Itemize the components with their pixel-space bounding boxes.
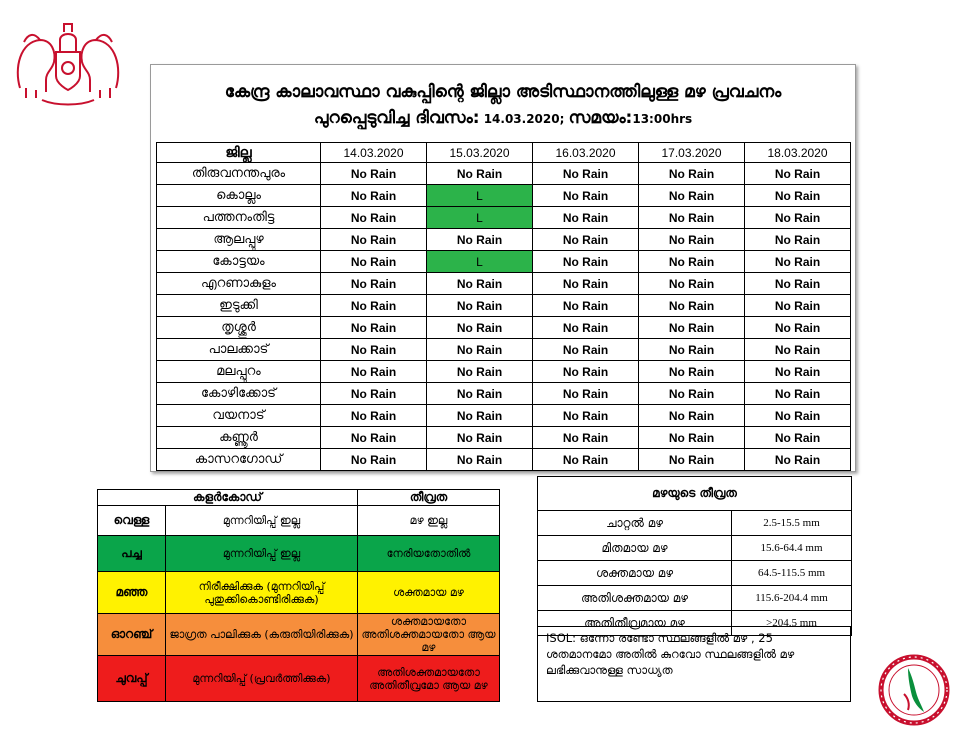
forecast-cell: No Rain (321, 449, 427, 471)
intensity-row (538, 511, 852, 536)
forecast-row (157, 405, 851, 427)
forecast-body (157, 163, 851, 471)
forecast-cell: No Rain (639, 273, 745, 295)
intensity-label: ചാറ്റൽ മഴ (538, 511, 732, 536)
forecast-row (157, 251, 851, 273)
forecast-cell: No Rain (745, 251, 851, 273)
forecast-row (157, 383, 851, 405)
forecast-cell: No Rain (639, 185, 745, 207)
forecast-cell: No Rain (321, 163, 427, 185)
intensity-range: 115.6-204.4 mm (732, 586, 852, 611)
intensity-row (538, 536, 852, 561)
rain-intensity-table (537, 476, 852, 636)
intensity-header-row (538, 477, 852, 511)
district-name: കണ്ണൂർ (157, 427, 321, 449)
forecast-cell: No Rain (533, 339, 639, 361)
forecast-table (156, 142, 851, 471)
forecast-cell: No Rain (427, 449, 533, 471)
forecast-cell: No Rain (533, 405, 639, 427)
colour-row-green (98, 536, 500, 572)
forecast-cell: No Rain (427, 273, 533, 295)
kerala-emblem-icon (12, 18, 124, 106)
forecast-cell: No Rain (639, 427, 745, 449)
forecast-row (157, 273, 851, 295)
forecast-cell: No Rain (639, 295, 745, 317)
forecast-cell: No Rain (639, 339, 745, 361)
forecast-cell: No Rain (745, 449, 851, 471)
forecast-cell: No Rain (745, 163, 851, 185)
severity-header: തീവ്രത (358, 490, 500, 506)
forecast-cell: No Rain (639, 163, 745, 185)
forecast-cell: No Rain (321, 405, 427, 427)
forecast-cell: No Rain (533, 361, 639, 383)
district-name: എറണാകുളം (157, 273, 321, 295)
forecast-cell: No Rain (639, 229, 745, 251)
issued-label: പുറപ്പെടുവിച്ച ദിവസം: (313, 108, 480, 128)
forecast-cell: No Rain (533, 295, 639, 317)
colour-severity: അതിശക്തമായതോ അതിതീവ്രമോ ആയ മഴ (358, 656, 500, 702)
forecast-cell: No Rain (533, 273, 639, 295)
forecast-cell: No Rain (745, 317, 851, 339)
colour-row-white (98, 506, 500, 536)
forecast-cell: No Rain (745, 427, 851, 449)
intensity-label: അതിശക്തമായ മഴ (538, 586, 732, 611)
forecast-row (157, 229, 851, 251)
title-line-2 (151, 105, 855, 132)
colour-meaning: മുന്നറിയിപ്പ് ഇല്ല (166, 506, 358, 536)
colour-row-orange (98, 614, 500, 656)
forecast-cell: No Rain (745, 405, 851, 427)
district-name: പാലക്കാട് (157, 339, 321, 361)
colour-name: പച്ച (98, 536, 166, 572)
forecast-cell: No Rain (321, 427, 427, 449)
forecast-cell: No Rain (745, 361, 851, 383)
time-label: സമയം: (568, 108, 633, 128)
date-header: 16.03.2020 (533, 143, 639, 163)
district-name: പത്തനംതിട്ട (157, 207, 321, 229)
forecast-cell: No Rain (745, 383, 851, 405)
district-name: ആലപ്പുഴ (157, 229, 321, 251)
forecast-row (157, 361, 851, 383)
forecast-cell: No Rain (533, 185, 639, 207)
forecast-cell: No Rain (427, 383, 533, 405)
forecast-cell: No Rain (321, 207, 427, 229)
forecast-cell: No Rain (745, 339, 851, 361)
forecast-cell: No Rain (533, 427, 639, 449)
date-header: 14.03.2020 (321, 143, 427, 163)
forecast-row (157, 185, 851, 207)
forecast-cell: L (427, 185, 533, 207)
forecast-cell: No Rain (745, 229, 851, 251)
colour-name: ഓറഞ്ച് (98, 614, 166, 656)
intensity-row (538, 586, 852, 611)
date-header: 18.03.2020 (745, 143, 851, 163)
forecast-cell: No Rain (533, 317, 639, 339)
forecast-cell: No Rain (639, 251, 745, 273)
district-name: വയനാട് (157, 405, 321, 427)
forecast-cell: No Rain (533, 229, 639, 251)
forecast-title (151, 79, 855, 132)
colour-severity: നേരിയതോതിൽ (358, 536, 500, 572)
title-line-1: കേന്ദ്ര കാലാവസ്ഥാ വകുപ്പിന്റെ ജില്ലാ അടിസ്ഥാനത്തിലുള്ള മഴ പ്രവചനം (224, 82, 782, 102)
forecast-cell: No Rain (639, 361, 745, 383)
time-unit: hrs (670, 112, 693, 126)
forecast-cell: No Rain (321, 295, 427, 317)
intensity-range: 64.5-115.5 mm (732, 561, 852, 586)
forecast-cell: No Rain (427, 405, 533, 427)
district-name: കോഴിക്കോട് (157, 383, 321, 405)
district-name: കൊല്ലം (157, 185, 321, 207)
forecast-cell: No Rain (639, 207, 745, 229)
forecast-cell: No Rain (533, 163, 639, 185)
forecast-row (157, 449, 851, 471)
forecast-header-row (157, 143, 851, 163)
forecast-cell: No Rain (321, 317, 427, 339)
forecast-cell: No Rain (427, 317, 533, 339)
forecast-cell: No Rain (321, 185, 427, 207)
colour-code-header-row (98, 490, 500, 506)
colour-name: ചുവപ്പ് (98, 656, 166, 702)
intensity-range: 15.6-64.4 mm (732, 536, 852, 561)
forecast-cell: No Rain (533, 383, 639, 405)
forecast-row (157, 295, 851, 317)
intensity-range: >204.5 mm (732, 611, 852, 636)
forecast-cell: No Rain (427, 295, 533, 317)
issued-date: 14.03.2020; (479, 112, 569, 126)
colour-name: മഞ്ഞ (98, 572, 166, 614)
forecast-cell: No Rain (427, 339, 533, 361)
intensity-label: ശക്തമായ മഴ (538, 561, 732, 586)
forecast-cell: No Rain (321, 273, 427, 295)
colour-severity: മഴ ഇല്ല (358, 506, 500, 536)
forecast-cell: No Rain (321, 339, 427, 361)
forecast-cell: No Rain (427, 163, 533, 185)
forecast-cell: No Rain (639, 449, 745, 471)
colour-name: വെള്ള (98, 506, 166, 536)
district-name: മലപ്പുറം (157, 361, 321, 383)
forecast-cell: No Rain (321, 229, 427, 251)
forecast-cell: No Rain (639, 383, 745, 405)
forecast-cell: No Rain (745, 207, 851, 229)
colour-row-yellow (98, 572, 500, 614)
district-name: കാസറഗോഡ് (157, 449, 321, 471)
district-name: തൃശ്ശൂർ (157, 317, 321, 339)
colour-code-table (97, 489, 500, 702)
colour-severity: ശക്തമായതോ അതിശക്തമായതോ ആയ മഴ (358, 614, 500, 656)
time-value: 13:00 (632, 112, 671, 126)
district-name: കോട്ടയം (157, 251, 321, 273)
intensity-label: മിതമായ മഴ (538, 536, 732, 561)
ksdma-logo-icon (878, 654, 950, 726)
district-name: തിരുവനന്തപുരം (157, 163, 321, 185)
forecast-cell: No Rain (745, 185, 851, 207)
district-name: ഇടുക്കി (157, 295, 321, 317)
forecast-row (157, 427, 851, 449)
intensity-label: അതിതീവ്രമായ മഴ (538, 611, 732, 636)
forecast-cell: L (427, 207, 533, 229)
colour-severity: ശക്തമായ മഴ (358, 572, 500, 614)
colour-meaning: മുന്നറിയിപ്പ് ഇല്ല (166, 536, 358, 572)
forecast-cell: No Rain (745, 295, 851, 317)
forecast-panel (150, 64, 856, 472)
intensity-header: മഴയുടെ തീവ്രത (538, 477, 852, 511)
forecast-cell: No Rain (639, 317, 745, 339)
forecast-cell: No Rain (321, 251, 427, 273)
date-header: 17.03.2020 (639, 143, 745, 163)
colour-meaning: നിരീക്ഷിക്കുക (മുന്നറിയിപ്പ് പുതുക്കികൊണ്ടിരിക്കുക) (166, 572, 358, 614)
forecast-cell: No Rain (745, 273, 851, 295)
intensity-row (538, 561, 852, 586)
forecast-cell: No Rain (533, 207, 639, 229)
forecast-cell: L (427, 251, 533, 273)
forecast-row (157, 207, 851, 229)
forecast-cell: No Rain (533, 449, 639, 471)
colour-meaning: ജാഗ്രത പാലിക്കുക (കരുതിയിരിക്കുക) (166, 614, 358, 656)
colour-row-red (98, 656, 500, 702)
forecast-cell: No Rain (427, 361, 533, 383)
colour-meaning: മുന്നറിയിപ്പ് (പ്രവർത്തിക്കുക) (166, 656, 358, 702)
forecast-cell: No Rain (533, 251, 639, 273)
forecast-cell: No Rain (427, 229, 533, 251)
forecast-cell: No Rain (639, 405, 745, 427)
district-header: ജില്ല (157, 143, 321, 163)
isol-note: ISOL: ഒന്നോ രണ്ടോ സ്ഥലങ്ങളിൽ മഴ , 25 ശതമാനമോ അതിൽ കുറവോ സ്ഥലങ്ങളിൽ മഴ ലഭിക്കുവാനുള്ള സാധ്യത (537, 626, 851, 702)
forecast-cell: No Rain (427, 427, 533, 449)
forecast-row (157, 317, 851, 339)
forecast-row (157, 163, 851, 185)
forecast-cell: No Rain (321, 361, 427, 383)
date-header: 15.03.2020 (427, 143, 533, 163)
intensity-range: 2.5-15.5 mm (732, 511, 852, 536)
colour-code-header: കളർകോഡ് (98, 490, 358, 506)
forecast-cell: No Rain (321, 383, 427, 405)
forecast-row (157, 339, 851, 361)
